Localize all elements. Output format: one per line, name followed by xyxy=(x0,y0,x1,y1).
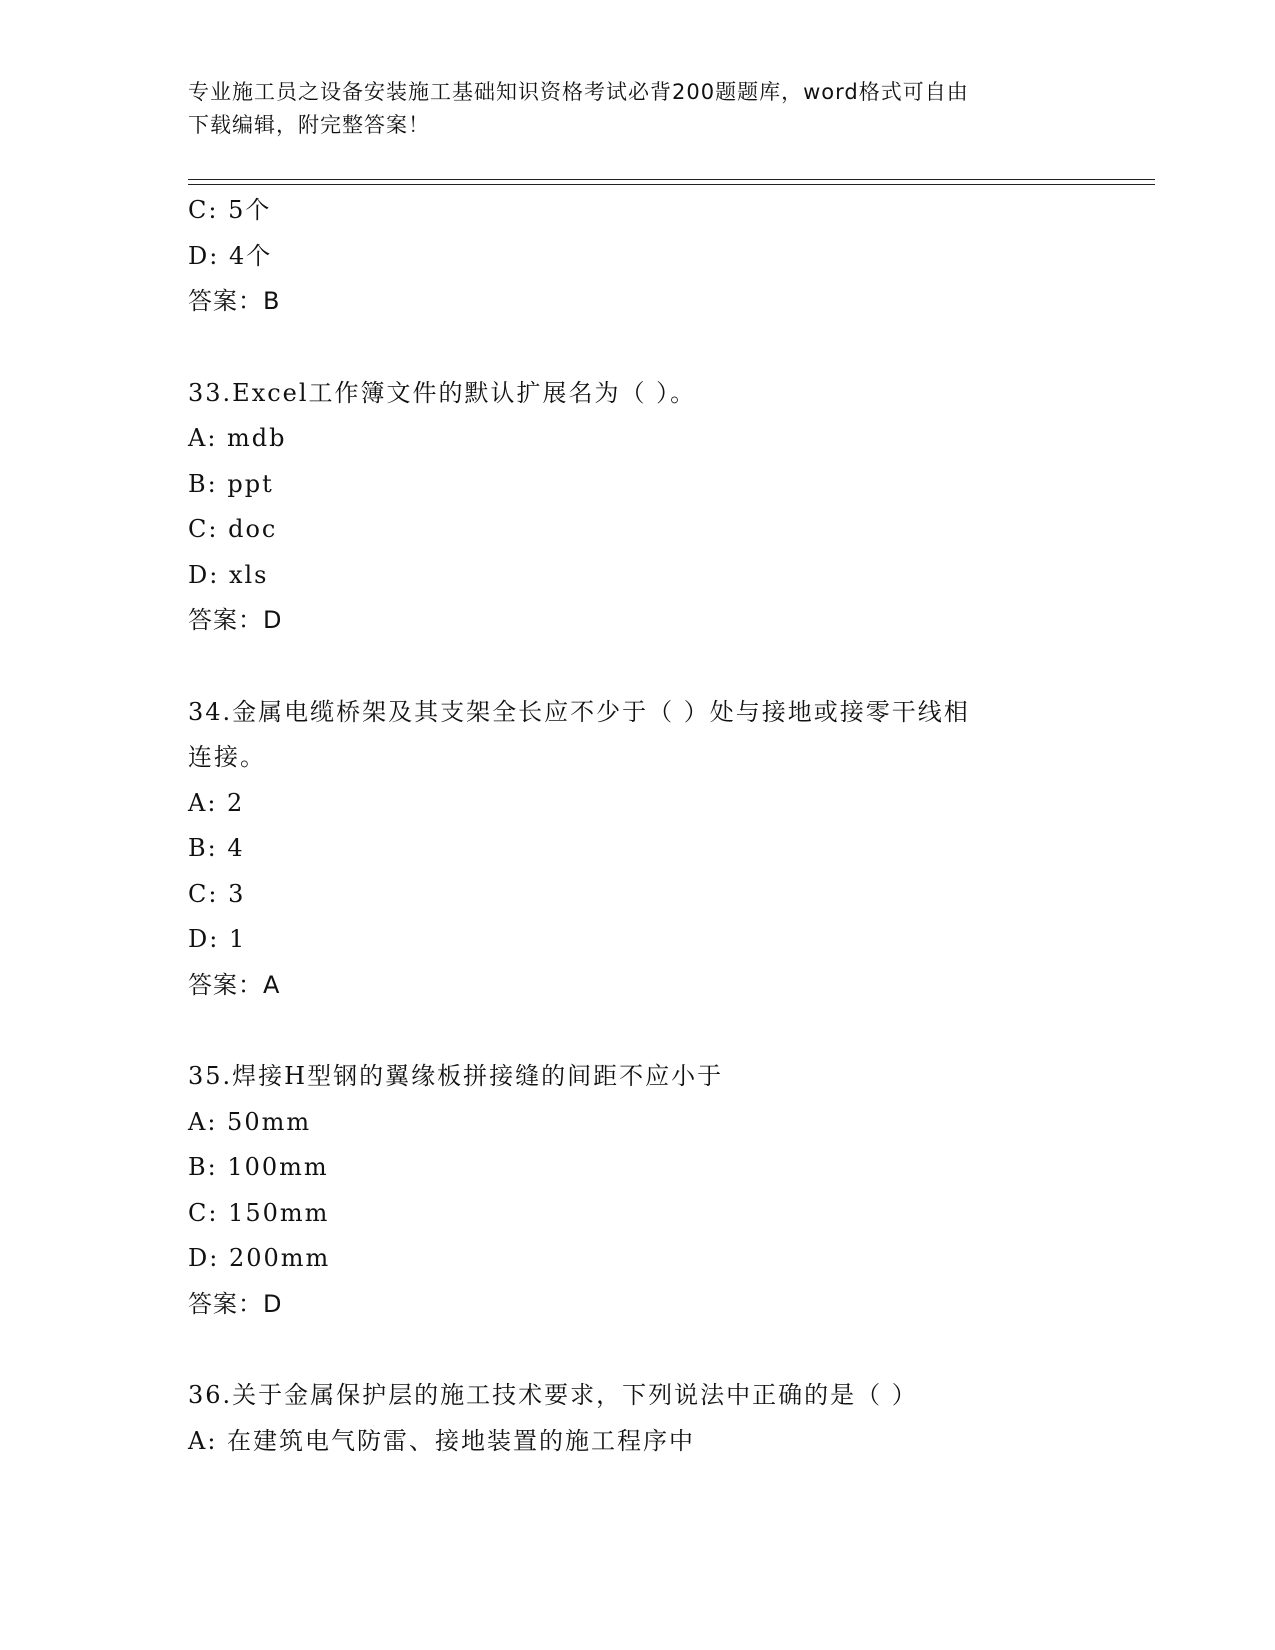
option-b: B: 4 xyxy=(188,834,245,862)
option-c: C: 5个 xyxy=(188,196,272,224)
option-a: A: 2 xyxy=(188,788,245,817)
spacer xyxy=(188,325,1088,371)
answer-line: 答案：B xyxy=(188,287,281,315)
header-line-2: 下载编辑，附完整答案！ xyxy=(188,113,430,137)
spacer xyxy=(188,1008,1088,1054)
answer-line: 答案：D xyxy=(188,1289,283,1318)
option-a: A: 50mm xyxy=(188,1107,312,1136)
question-text: 33.Excel工作簿文件的默认扩展名为（ ）。 xyxy=(188,378,697,407)
option-c: C: 3 xyxy=(188,879,246,908)
spacer xyxy=(188,644,1088,690)
option-d: D: xls xyxy=(188,560,269,589)
question-block-33 xyxy=(188,371,1088,644)
question-text-line-2: 连接。 xyxy=(188,743,266,771)
option-b: B: ppt xyxy=(188,469,274,498)
document-body xyxy=(188,188,1088,1464)
question-block-36 xyxy=(188,1373,1088,1464)
option-d: D: 1 xyxy=(188,925,247,953)
option-a: A: mdb xyxy=(188,424,287,452)
question-block-32 xyxy=(188,188,1088,325)
spacer xyxy=(188,1327,1088,1373)
question-text: 35.焊接H型钢的翼缘板拼接缝的间距不应小于 xyxy=(188,1062,724,1090)
header-double-rule xyxy=(188,179,1155,185)
question-text-line-1: 34.金属电缆桥架及其支架全长应不少于（ ）处与接地或接零干线相 xyxy=(188,697,970,726)
answer-line: 答案：D xyxy=(188,606,283,634)
option-a: A: 在建筑电气防雷、接地装置的施工程序中 xyxy=(188,1426,696,1455)
option-d: D: 4个 xyxy=(188,241,273,270)
question-text: 36.关于金属保护层的施工技术要求，下列说法中正确的是（ ） xyxy=(188,1381,918,1409)
option-b: B: 100mm xyxy=(188,1153,329,1181)
option-c: C: 150mm xyxy=(188,1198,330,1227)
question-block-34 xyxy=(188,690,1088,1009)
document-header xyxy=(188,76,1088,142)
header-line-1: 专业施工员之设备安装施工基础知识资格考试必背200题题库，word格式可自由 xyxy=(188,80,969,104)
option-c: C: doc xyxy=(188,515,278,543)
answer-line: 答案：A xyxy=(188,970,281,999)
question-block-35 xyxy=(188,1054,1088,1327)
option-d: D: 200mm xyxy=(188,1244,331,1272)
